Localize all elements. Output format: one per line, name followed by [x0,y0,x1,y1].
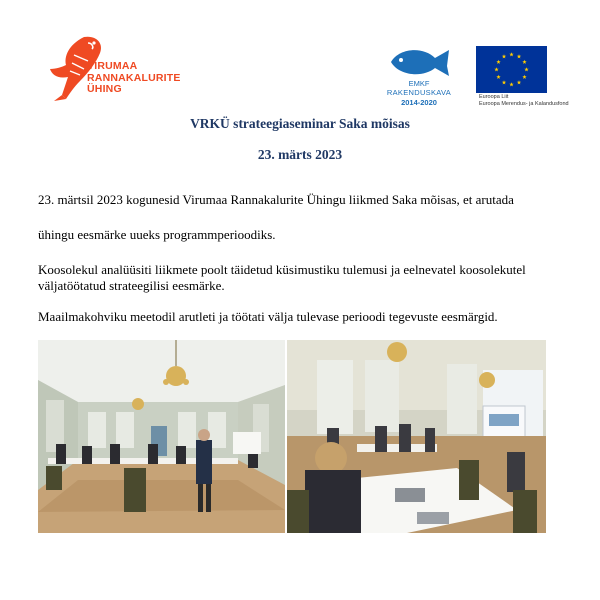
eu-star [496,60,500,64]
eu-logo [474,44,569,110]
document-header [0,0,600,115]
meeting-photo-tables [287,340,546,533]
eu-flag-icon [476,46,547,93]
emkf-label: RAKENDUSKAVA [386,88,452,97]
eu-label: Euroopa Merendus- ja Kalandusfond [479,101,569,107]
eu-star [509,52,513,56]
emkf-label: EMKF [408,79,430,88]
eu-star [496,75,500,79]
fish-icon [383,44,455,78]
paragraph: Koosolekul analüüsiti liikmete poolt täidetud küsimustiku tulemusi ja eelnevatel koosolekutel väljatöötatud strateegilisi eesmärke. [38,262,526,293]
eu-star [522,75,526,79]
paragraph: ühingu eesmärke uueks programmperioodiks. [38,227,276,242]
eu-star [502,54,506,58]
eu-star [517,80,521,84]
document-title: VRKÜ strateegiaseminar Saka mõisas [190,116,410,131]
vrk-logo-text [87,61,181,96]
eu-star [522,60,526,64]
eu-star [494,67,498,71]
emkf-years: 2014-2020 [401,98,437,107]
vrk-logo [44,33,181,103]
paragraph: Maailmakohviku meetodil arutleti ja töötati välja tulevase perioodi tegevuste eesmärgid. [38,309,498,324]
paragraph: 23. märtsil 2023 kogunesid Virumaa Rannakalurite Ühingu liikmed Saka mõisas, et arutada [38,192,514,207]
vrk-logo-line: ÜHING [87,83,122,95]
eu-star [502,80,506,84]
meeting-photo-hall [38,340,285,533]
document-date: 23. märts 2023 [257,147,343,162]
eu-label: Euroopa Liit [479,94,509,100]
emkf-logo [383,44,463,112]
eu-star [524,67,528,71]
vrk-logo-line: VIRUMAA [87,60,138,72]
vrk-logo-line: RANNAKALURITE [87,71,181,84]
eu-star [517,54,521,58]
eu-star [509,82,513,86]
